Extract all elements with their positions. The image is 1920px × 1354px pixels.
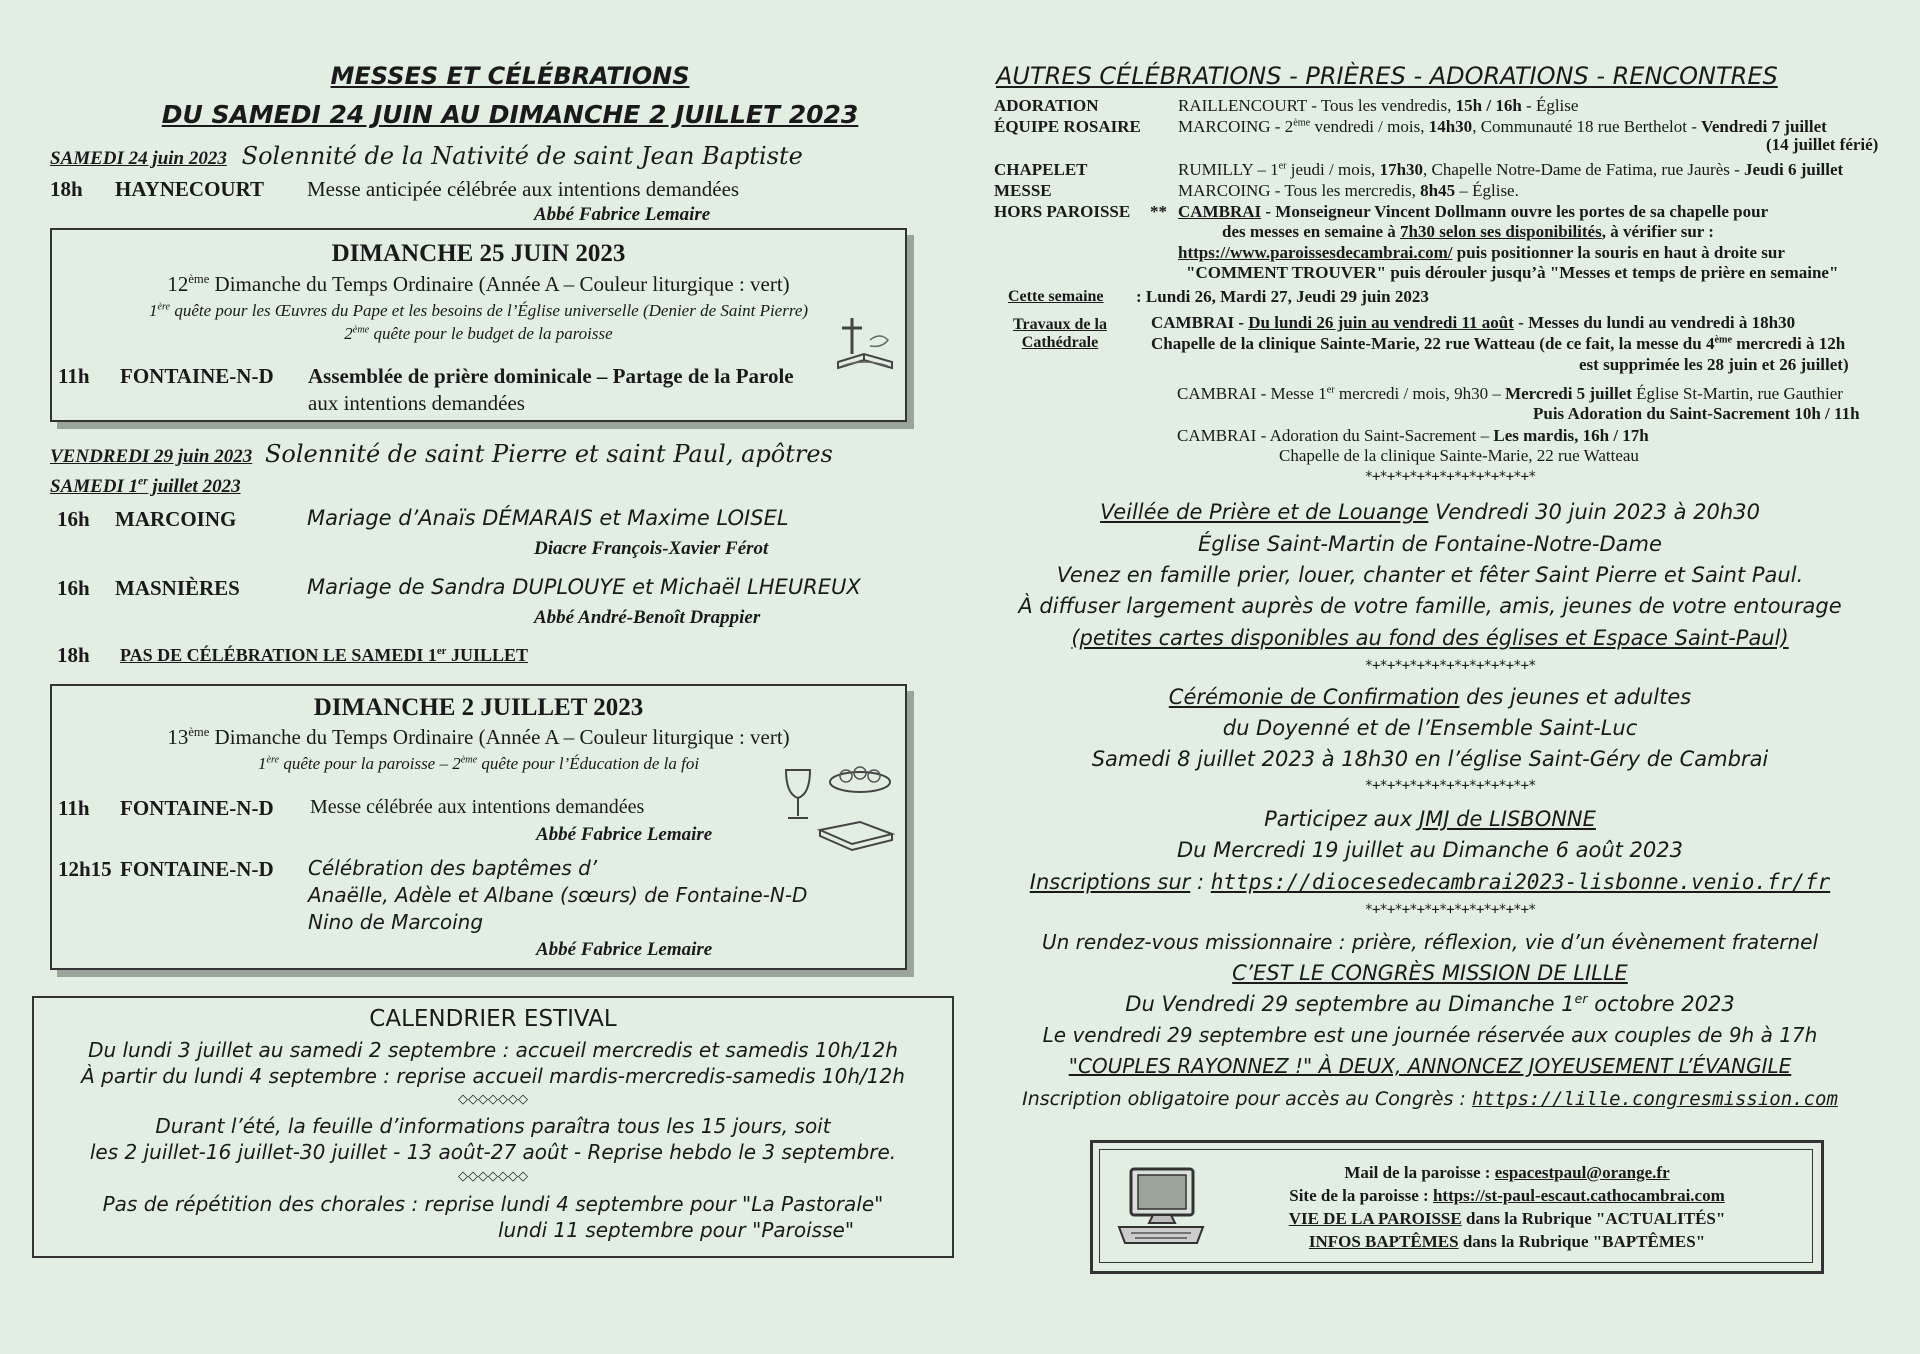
sat24-date: SAMEDI 24 juin 2023 xyxy=(50,148,227,169)
mail-link[interactable]: espacestpaul@orange.fr xyxy=(1494,1163,1670,1182)
cambrai-adoration-line1: CAMBRAI - Adoration du Saint-Sacrement – Les mardis, 16h / 17h xyxy=(1177,426,1649,445)
sat1-e2-desc: Mariage de Sandra DUPLOUYE et Michaël LHEUREUX xyxy=(307,575,861,599)
chapelet-label: CHAPELET xyxy=(994,160,1088,179)
sat1-e2-time: 16h xyxy=(57,576,90,600)
sunday-2-e1-place: FONTAINE-N-D xyxy=(120,796,274,820)
calendar-line1: Du lundi 3 juillet au samedi 2 septembre : accueil mercredis et samedis 10h/12h xyxy=(88,1038,898,1062)
paroisses-cambrai-link[interactable]: https://www.paroissesdecambrai.com/ xyxy=(1178,243,1453,262)
congres-line1: Un rendez-vous missionnaire : prière, réflexion, vie d’un évènement fraternel xyxy=(1041,930,1819,954)
confirmation-line3: Samedi 8 juillet 2023 à 18h30 en l’église Saint-Géry de Cambrai xyxy=(1091,747,1769,771)
confirmation-line1: Cérémonie de Confirmation des jeunes et adultes xyxy=(1168,685,1692,709)
veillee-line2: Église Saint-Martin de Fontaine-Notre-Dame xyxy=(1198,532,1662,556)
main-title: MESSES ET CÉLÉBRATIONS xyxy=(330,62,690,90)
hors-line4: "COMMENT TROUVER" puis dérouler jusqu’à "Messes et temps de prière en semaine" xyxy=(1186,263,1839,282)
congres-line4: Le vendredi 29 septembre est une journée réservée aux couples de 9h à 17h xyxy=(1042,1023,1818,1047)
stars-separator-3: *+*+*+*+*+*+*+*+*+*+*+* xyxy=(1364,778,1536,794)
semaine-label: Cette semaine xyxy=(1008,288,1104,305)
rosaire-label: ÉQUIPE ROSAIRE xyxy=(994,117,1141,136)
adoration-text: RAILLENCOURT - Tous les vendredis, 15h / 16h - Église xyxy=(1178,96,1579,115)
sunday-25-box xyxy=(50,228,907,422)
jmj-link[interactable]: https://diocesedecambrai2023-lisbonne.venio.fr/fr xyxy=(1210,870,1831,894)
veillee-line1: Veillée de Prière et de Louange Vendredi 30 juin 2023 à 20h30 xyxy=(1100,500,1760,524)
veillee-line4: À diffuser largement auprès de votre famille, amis, jeunes de votre entourage xyxy=(1018,594,1842,618)
sat24-time: 18h xyxy=(50,177,83,201)
sat1-e2-place: MASNIÈRES xyxy=(115,576,240,600)
sunday-2-e2-time: 12h15 xyxy=(58,857,112,881)
sunday-25-place: FONTAINE-N-D xyxy=(120,364,274,388)
right-title: AUTRES CÉLÉBRATIONS - PRIÈRES - ADORATIONS - RENCONTRES xyxy=(996,62,1778,90)
contact-baptemes: INFOS BAPTÊMES dans la Rubrique "BAPTÊMES" xyxy=(1308,1232,1706,1251)
sunday-2-heading: DIMANCHE 2 JUILLET 2023 xyxy=(313,694,644,721)
stars-separator-4: *+*+*+*+*+*+*+*+*+*+*+* xyxy=(1364,902,1536,918)
sunday-2-ordinary: 13ème Dimanche du Temps Ordinaire (Année A – Couleur liturgique : vert) xyxy=(167,725,790,749)
sat1-e3-time: 18h xyxy=(57,643,90,667)
travaux-line1: CAMBRAI - Du lundi 26 juin au vendredi 11 août - Messes du lundi au vendredi à 18h30 xyxy=(1151,313,1796,332)
congres-link[interactable]: https://lille.congresmission.com xyxy=(1471,1088,1838,1110)
travaux-line3: est supprimée les 28 juin et 26 juillet) xyxy=(1579,355,1849,374)
sunday-2-e1-time: 11h xyxy=(58,796,90,820)
sunday-2-e2-line1: Célébration des baptêmes d’ xyxy=(308,856,598,880)
calendar-title: CALENDRIER ESTIVAL xyxy=(369,1006,617,1032)
sunday-25-desc2: aux intentions demandées xyxy=(308,391,525,415)
hors-stars: ** xyxy=(1150,202,1167,221)
sat1-e1-celebrant: Diacre François-Xavier Férot xyxy=(534,538,769,559)
sunday-25-time: 11h xyxy=(58,364,90,388)
jmj-line1: Participez aux JMJ de LISBONNE xyxy=(1264,807,1596,831)
sat1-e1-place: MARCOING xyxy=(115,507,237,531)
travaux-label: Travaux de la Cathédrale xyxy=(1013,316,1107,351)
messe-label: MESSE xyxy=(994,181,1052,200)
congres-line6: Inscription obligatoire pour accès au Congrès : https://lille.congresmission.com xyxy=(1022,1088,1838,1110)
confirmation-line2: du Doyenné et de l’Ensemble Saint-Luc xyxy=(1222,716,1638,740)
calendar-line3: Durant l’été, la feuille d’informations paraîtra tous les 15 jours, soit xyxy=(155,1114,831,1138)
veillee-line3: Venez en famille prier, louer, chanter et fêter Saint Pierre et Saint Paul. xyxy=(1056,563,1804,587)
sat1-e1-desc: Mariage d’Anaïs DÉMARAIS et Maxime LOISEL xyxy=(307,506,789,530)
semaine-text: : Lundi 26, Mardi 27, Jeudi 29 juin 2023 xyxy=(1136,287,1429,306)
sat1-date: SAMEDI 1er juillet 2023 xyxy=(50,475,241,497)
sat1-e2-celebrant: Abbé André-Benoît Drappier xyxy=(534,607,761,628)
sunday-2-quetes: 1ère quête pour la paroisse – 2ème quête pour l’Éducation de la foi xyxy=(257,754,700,773)
stars-separator-2: *+*+*+*+*+*+*+*+*+*+*+* xyxy=(1364,658,1536,674)
contact-site: Site de la paroisse : https://st-paul-escaut.cathocambrai.com xyxy=(1289,1186,1725,1205)
cambrai-messe-line1: CAMBRAI - Messe 1er mercredi / mois, 9h30 – Mercredi 5 juillet Église St-Martin, rue Gauthier xyxy=(1177,384,1843,403)
congres-line2: C’EST LE CONGRÈS MISSION DE LILLE xyxy=(1232,961,1628,985)
calendar-box xyxy=(32,996,954,1258)
bible-cross-icon xyxy=(830,310,900,380)
hors-line2: des messes en semaine à 7h30 selon ses disponibilités, à vérifier sur : xyxy=(1222,222,1714,241)
main-subtitle: DU SAMEDI 24 JUIN AU DIMANCHE 2 JUILLET 2023 xyxy=(161,100,859,129)
congres-line3: Du Vendredi 29 septembre au Dimanche 1er octobre 2023 xyxy=(1125,991,1735,1016)
sunday-2-e2-line2: Anaëlle, Adèle et Albane (sœurs) de Fontaine-N-D xyxy=(308,883,808,907)
computer-icon xyxy=(1113,1165,1209,1249)
cambrai-adoration-line2: Chapelle de la clinique Sainte-Marie, 22 rue Watteau xyxy=(1279,446,1639,465)
sat24-celebrant: Abbé Fabrice Lemaire xyxy=(534,204,711,225)
sunday-25-quete1: 1ère quête pour les Œuvres du Pape et les besoins de l’Église universelle (Denier de Saint Pierre) xyxy=(148,301,809,320)
sat1-e3-notice: PAS DE CÉLÉBRATION LE SAMEDI 1er JUILLET xyxy=(120,645,529,665)
sunday-25-quete2: 2ème quête pour le budget de la paroisse xyxy=(344,324,613,343)
travaux-line2: Chapelle de la clinique Sainte-Marie, 22 rue Watteau (de ce fait, la messe du 4ème mercredi à 12h xyxy=(1151,334,1846,353)
sunday-2-e2-celebrant: Abbé Fabrice Lemaire xyxy=(536,939,713,960)
calendar-line2: À partir du lundi 4 septembre : reprise accueil mardis-mercredis-samedis 10h/12h xyxy=(81,1064,905,1088)
sat24-place: HAYNECOURT xyxy=(115,177,265,201)
sunday-2-e1-celebrant: Abbé Fabrice Lemaire xyxy=(536,824,713,845)
calendar-line6: lundi 11 septembre pour "Paroisse" xyxy=(498,1218,855,1242)
fri29-date: VENDREDI 29 juin 2023 xyxy=(50,446,253,467)
calendar-line4: les 2 juillet-16 juillet-30 juillet - 13 août-27 août - Reprise hebdo le 3 septembre. xyxy=(89,1140,897,1164)
contact-mail: Mail de la paroisse : espacestpaul@orange.fr xyxy=(1344,1163,1670,1182)
calendar-separator-2: ◇◇◇◇◇◇◇ xyxy=(458,1168,528,1183)
sunday-2-e2-line3: Nino de Marcoing xyxy=(308,910,484,934)
congres-line5: "COUPLES RAYONNEZ !" À DEUX, ANNONCEZ JOYEUSEMENT L’ÉVANGILE xyxy=(1068,1054,1792,1078)
sunday-2-e1-desc: Messe célébrée aux intentions demandées xyxy=(310,796,645,818)
sunday-2-e2-place: FONTAINE-N-D xyxy=(120,857,274,881)
adoration-label: ADORATION xyxy=(994,96,1099,115)
chalice-bread-icon xyxy=(780,764,895,864)
rosaire-note: (14 juillet férié) xyxy=(1766,135,1879,154)
calendar-separator: ◇◇◇◇◇◇◇ xyxy=(458,1091,528,1106)
jmj-line2: Du Mercredi 19 juillet au Dimanche 6 août 2023 xyxy=(1177,838,1683,862)
calendar-line5: Pas de répétition des chorales : reprise lundi 4 septembre pour "La Pastorale" xyxy=(102,1192,884,1216)
sat1-e1-time: 16h xyxy=(57,507,90,531)
sat24-desc: Messe anticipée célébrée aux intentions demandées xyxy=(307,177,740,201)
sunday-25-ordinary: 12ème Dimanche du Temps Ordinaire (Année A – Couleur liturgique : vert) xyxy=(167,272,790,296)
messe-text: MARCOING - Tous les mercredis, 8h45 – Église. xyxy=(1178,181,1519,200)
jmj-line3: Inscriptions sur : https://diocesedecambrai2023-lisbonne.venio.fr/fr xyxy=(1029,870,1831,894)
fri29-row xyxy=(50,440,833,468)
fri29-feast: Solennité de saint Pierre et saint Paul, apôtres xyxy=(264,440,833,468)
hors-line1: CAMBRAI - Monseigneur Vincent Dollmann ouvre les portes de sa chapelle pour xyxy=(1178,202,1769,221)
sunday-25-desc: Assemblée de prière dominicale – Partage de la Parole xyxy=(308,364,794,388)
hors-label: HORS PAROISSE xyxy=(994,202,1131,221)
sat24-row xyxy=(50,142,803,170)
veillee-line5: (petites cartes disponibles au fond des églises et Espace Saint-Paul) xyxy=(1071,626,1789,650)
hors-line3: https://www.paroissesdecambrai.com/ puis positionner la souris en haut à droite sur xyxy=(1178,243,1785,262)
sunday-25-heading: DIMANCHE 25 JUIN 2023 xyxy=(331,240,626,267)
contact-box-outer xyxy=(1090,1140,1824,1274)
site-link[interactable]: https://st-paul-escaut.cathocambrai.com xyxy=(1432,1186,1725,1205)
stars-separator-1: *+*+*+*+*+*+*+*+*+*+*+* xyxy=(1364,469,1536,485)
cambrai-messe-line2: Puis Adoration du Saint-Sacrement 10h / 11h xyxy=(1533,404,1860,423)
chapelet-text: RUMILLY – 1er jeudi / mois, 17h30, Chapelle Notre-Dame de Fatima, rue Jaurès - Jeudi 6 juillet xyxy=(1178,160,1844,179)
sat24-feast: Solennité de la Nativité de saint Jean Baptiste xyxy=(241,142,803,170)
sunday-2-box xyxy=(50,684,907,970)
contact-vie: VIE DE LA PAROISSE dans la Rubrique "ACTUALITÉS" xyxy=(1288,1209,1726,1228)
rosaire-text: MARCOING - 2ème vendredi / mois, 14h30, Communauté 18 rue Berthelot - Vendredi 7 juillet xyxy=(1178,117,1827,136)
